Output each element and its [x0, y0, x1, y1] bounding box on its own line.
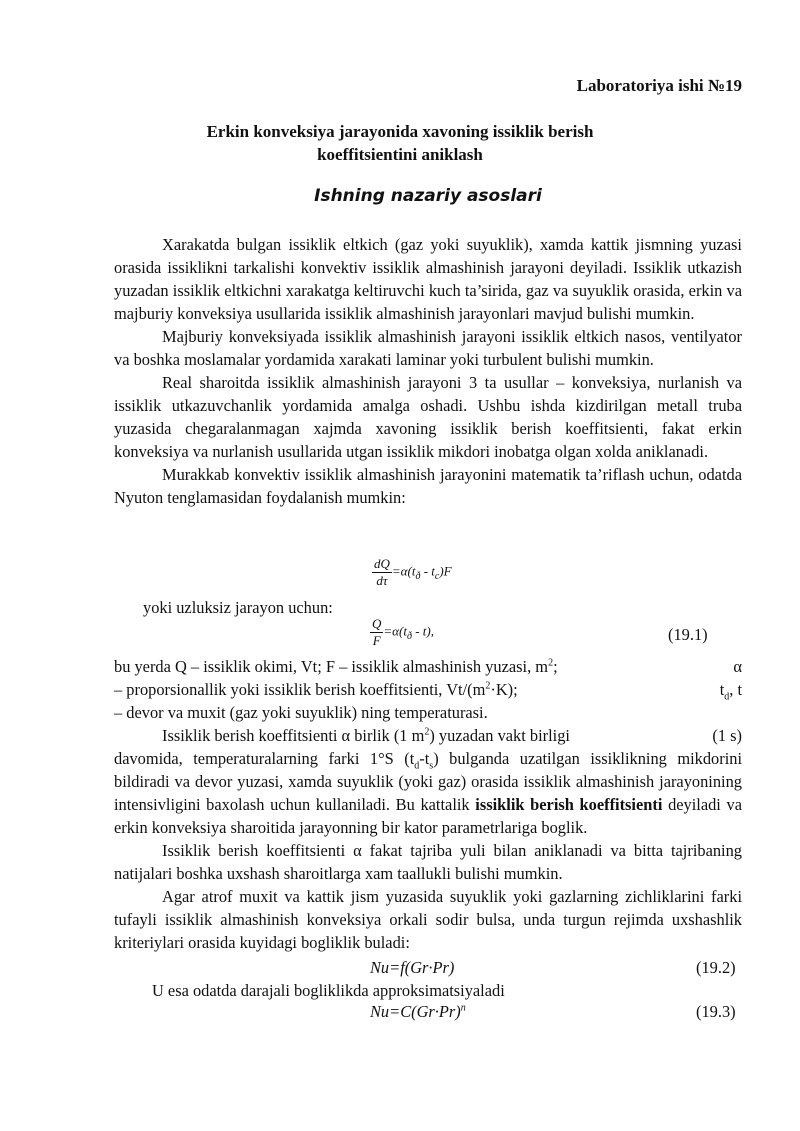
text-span: deyiladi va erkin konveksiya sharoitida jarayonning bir kator parametrlariga boglik. — [114, 795, 742, 837]
formula-mid: - t — [420, 563, 435, 579]
formula-mid: - t) — [411, 623, 431, 639]
document-title — [0, 120, 800, 166]
text-span: ) yuzadan vakt birligi — [429, 726, 570, 745]
text-span: -t — [419, 749, 430, 768]
text-span: t — [719, 680, 725, 699]
subscript: s — [429, 760, 434, 772]
text-span: ) bulganda uzatilgan issiklikning mikdorini bildiradi va devor yuzasi, xamda suyuklik (yoki gaz) orasida issiklik almashinish jarayonining intensivligini baxolash uchun kullaniladi. Bu kattalik — [114, 749, 742, 814]
text-span: Issiklik berish koeffitsienti α birlik (1 m — [162, 726, 425, 745]
paragraph-5: yoki uzluksiz jarayon uchun: — [143, 598, 333, 617]
body-block-2 — [114, 724, 742, 954]
text-span: Nu=C(Gr·Pr) — [370, 1002, 461, 1021]
equation-number-19-2: (19.2) — [696, 958, 736, 977]
title-line-1: Erkin konveksiya jarayonida xavoning issiklik berish — [206, 122, 594, 141]
formula-newton-differential — [372, 556, 452, 589]
fraction-dq-dtau — [372, 556, 392, 589]
subscript: ð — [415, 571, 421, 583]
temperature-symbols — [720, 678, 742, 701]
body-block-1 — [114, 233, 742, 509]
fraction-numerator: dQ — [374, 556, 390, 571]
paragraph-8: Issiklik berish koeffitsienti α fakat tajriba yuli bilan aniklanadi va bitta tajribaning natijalari boshka uxshash sharoitlarga xam taallukli bulishi mumkin. — [114, 841, 742, 883]
bold-term: issiklik berish koeffitsienti — [475, 795, 663, 814]
paragraph-2: Majburiy konveksiyada issiklik almashinish jarayoni issiklik eltkich nasos, ventilyator va boshka moslamalar yordamida xarakati laminar yoki turbulent bulishi mumkin. — [114, 327, 742, 369]
formula-end: , — [430, 623, 434, 639]
definition-line-1: bu yerda Q – issiklik okimi, Vt; F – issiklik almashinish yuzasi, $m^2$; α — [114, 657, 742, 676]
paragraph-10: U esa odatda darajali bogliklikda approksimatsiyaladi — [152, 981, 505, 1000]
formula-rhs: =α(t — [391, 563, 416, 579]
text-span: , t — [729, 680, 742, 699]
lab-number: Laboratoriya ishi №19 — [576, 76, 742, 95]
text-span: ·K); — [490, 680, 518, 699]
equation-number-19-3: (19.3) — [696, 1002, 736, 1021]
section-subtitle: Ishning nazariy asoslari — [314, 186, 542, 206]
fraction-numerator: Q — [372, 616, 382, 631]
formula-19-2: Nu=f(Gr·Pr) — [370, 958, 455, 977]
text-span: bu yerda Q – issiklik okimi, Vt; F – issiklik almashinish yuzasi, m — [114, 657, 549, 676]
subscript: d — [414, 760, 420, 772]
subscript: ð — [406, 631, 412, 643]
fraction-denominator: F — [372, 633, 381, 648]
paragraph-7-line-1 — [114, 724, 742, 747]
equation-number-19-1: (19.1) — [668, 625, 708, 644]
alpha-symbol: α — [733, 657, 742, 676]
definition-line-3: – devor va muxit (gaz yoki suyuklik) ning temperaturasi. — [114, 703, 488, 722]
text-span: davomida, temperaturalarning farki 1°S (t — [114, 749, 415, 768]
formula-end: )F — [439, 563, 452, 579]
formula-rhs: =α(t — [383, 623, 407, 639]
subscript: d — [724, 691, 730, 703]
fraction-denominator: dτ — [376, 573, 388, 588]
formula-newton — [370, 616, 434, 649]
paragraph-4: Murakkab konvektiv issiklik almashinish jarayonini matematik ta’riflash uchun, odatda Nyuton tenglamasidan foydalanish mumkin: — [114, 465, 742, 507]
body-definitions — [114, 655, 742, 724]
body-continuous-line — [143, 596, 743, 619]
formula-19-3 — [370, 1002, 466, 1022]
superscript: n — [460, 1002, 466, 1014]
paragraph-7 — [114, 747, 742, 839]
paragraph-3: Real sharoitda issiklik almashinish jarayoni 3 ta usullar – konveksiya, nurlanish va issiklik utkazuvchanlik yordamida amalga oshadi. Ushbu ishda kizdirilgan metall truba yuzasida chegaralanmagan xajmda xavoning issiklik berish koeffitsienti, fakat erkin konveksiya va nurlanish usullarida utgan issiklik mikdori inobatga olgan xolda aniklanadi. — [114, 373, 742, 461]
superscript: 2 — [485, 680, 491, 692]
paragraph-1: Xarakatda bulgan issiklik eltkich (gaz yoki suyuklik), xamda kattik jismning yuzasi orasida issiklikni tarkalishi konvektiv issiklik almashinish jarayoni deyiladi. Issiklik utkazish yuzadan issiklik eltkichni xarakatga keltiruvchi kuch ta’sirida, gaz va suyuklik orasida, erkin va majburiy konveksiya usullarida issiklik almashinish jarayonlari mavjud bulishi mumkin. — [114, 235, 742, 323]
paragraph-9: Agar atrof muxit va kattik jism yuzasida suyuklik yoki gazlarning zichliklarini farki tufayli issiklik almashinish konveksiya orkali sodir bulsa, unda turgun rejimda uxshashlik kriteriylari orasida kuyidagi bogliklik buladi: — [114, 887, 742, 952]
text-span: – proporsionallik yoki issiklik berish koeffitsienti, Vt/(m — [114, 680, 486, 699]
title-line-2: koeffitsientini aniklash — [317, 145, 483, 164]
text-span: (1 s) — [712, 726, 742, 745]
superscript: 2 — [548, 657, 554, 669]
fraction-q-f — [370, 616, 383, 649]
superscript: 2 — [424, 726, 430, 738]
subscript: c — [434, 571, 440, 583]
definition-line-2 — [114, 678, 742, 701]
